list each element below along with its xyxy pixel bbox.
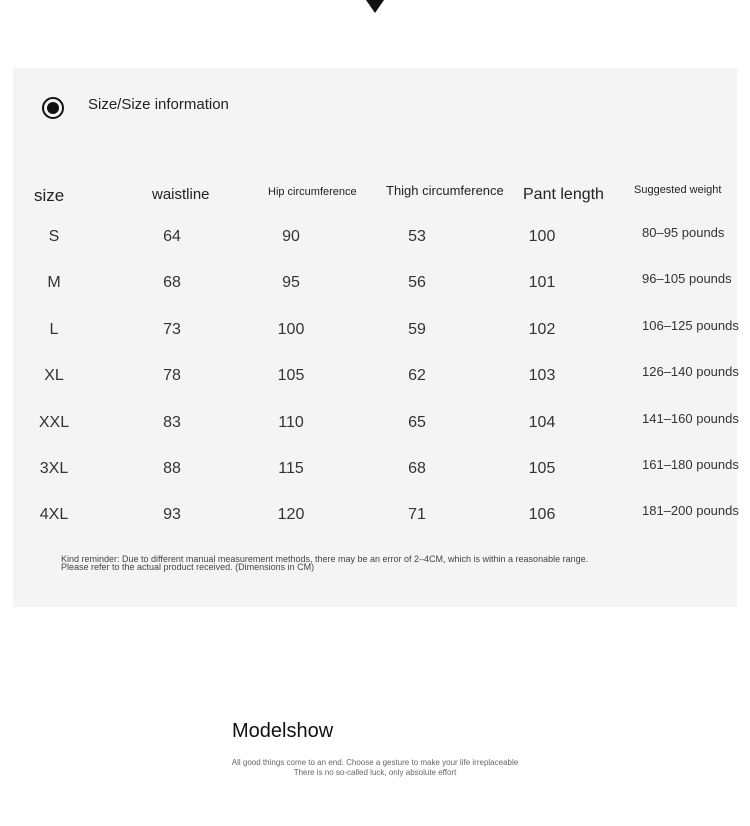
cell-thigh: 53 xyxy=(408,228,426,245)
cell-length: 101 xyxy=(528,274,556,292)
cell-weight: 106–125 pounds xyxy=(642,317,739,333)
cell-waist: 73 xyxy=(163,320,181,338)
col-head-waistline: waistline xyxy=(152,186,210,203)
cell-weight: 80–95 pounds xyxy=(642,225,725,240)
cell-weight: 96–105 pounds xyxy=(642,271,732,287)
col-head-size: size xyxy=(34,186,65,205)
cell-length: 102 xyxy=(528,320,556,338)
cell-hip: 120 xyxy=(277,506,305,524)
cell-size: XL xyxy=(44,367,64,385)
cell-weight: 141–160 pounds xyxy=(642,410,739,426)
cell-size: M xyxy=(47,274,61,292)
cell-waist: 88 xyxy=(163,460,181,477)
modelshow-tagline-2: There is no so-called luck, only absolute effort xyxy=(293,768,457,777)
cell-waist: 93 xyxy=(163,506,181,524)
cell-size: L xyxy=(49,320,59,338)
col-head-weight: Suggested weight xyxy=(634,184,722,196)
modelshow-title: Modelshow xyxy=(232,720,334,742)
reminder-line-2: Please refer to the actual product received. (Dimensions in CM) xyxy=(61,562,315,572)
cell-size: XXL xyxy=(38,413,70,431)
cell-waist: 68 xyxy=(163,274,181,292)
cell-waist: 78 xyxy=(163,367,181,385)
radio-selected-icon xyxy=(42,97,64,119)
cell-length: 103 xyxy=(528,367,556,385)
cell-waist: 64 xyxy=(163,228,181,245)
cell-length: 104 xyxy=(528,413,556,431)
cell-length: 106 xyxy=(528,506,556,524)
col-head-thigh: Thigh circumference xyxy=(386,183,504,198)
size-info-panel xyxy=(13,68,737,607)
cell-thigh: 71 xyxy=(408,506,426,524)
reminder-text xyxy=(61,555,731,571)
cell-weight: 161–180 pounds xyxy=(642,457,739,472)
cell-hip: 110 xyxy=(278,413,304,431)
down-triangle-icon xyxy=(366,0,384,13)
cell-thigh: 68 xyxy=(408,460,426,477)
modelshow-tagline-1: All good things come to an end. Choose a gesture to make your life irreplaceable xyxy=(231,758,519,767)
col-head-hip: Hip circumference xyxy=(268,186,357,198)
cell-thigh: 65 xyxy=(408,413,426,431)
cell-size: S xyxy=(48,228,60,245)
panel-title: Size/Size information xyxy=(88,96,229,113)
cell-thigh: 62 xyxy=(408,367,426,385)
col-head-length: Pant length xyxy=(523,186,604,203)
cell-weight: 126–140 pounds xyxy=(642,364,739,380)
reminder-line-1: Kind reminder: Due to different manual measurement methods, there may be an error of 2–4CM, which is within a reasonable range. xyxy=(61,554,589,564)
cell-length: 100 xyxy=(528,228,556,245)
cell-thigh: 56 xyxy=(408,274,426,292)
cell-thigh: 59 xyxy=(408,320,426,338)
cell-hip: 115 xyxy=(278,460,304,477)
cell-hip: 100 xyxy=(277,320,305,338)
cell-weight: 181–200 pounds xyxy=(642,503,739,519)
cell-hip: 95 xyxy=(282,274,300,292)
cell-size: 3XL xyxy=(39,460,69,477)
cell-hip: 105 xyxy=(277,367,305,385)
cell-length: 105 xyxy=(528,460,556,477)
cell-size: 4XL xyxy=(39,506,69,524)
cell-hip: 90 xyxy=(282,228,300,245)
cell-waist: 83 xyxy=(163,413,181,431)
